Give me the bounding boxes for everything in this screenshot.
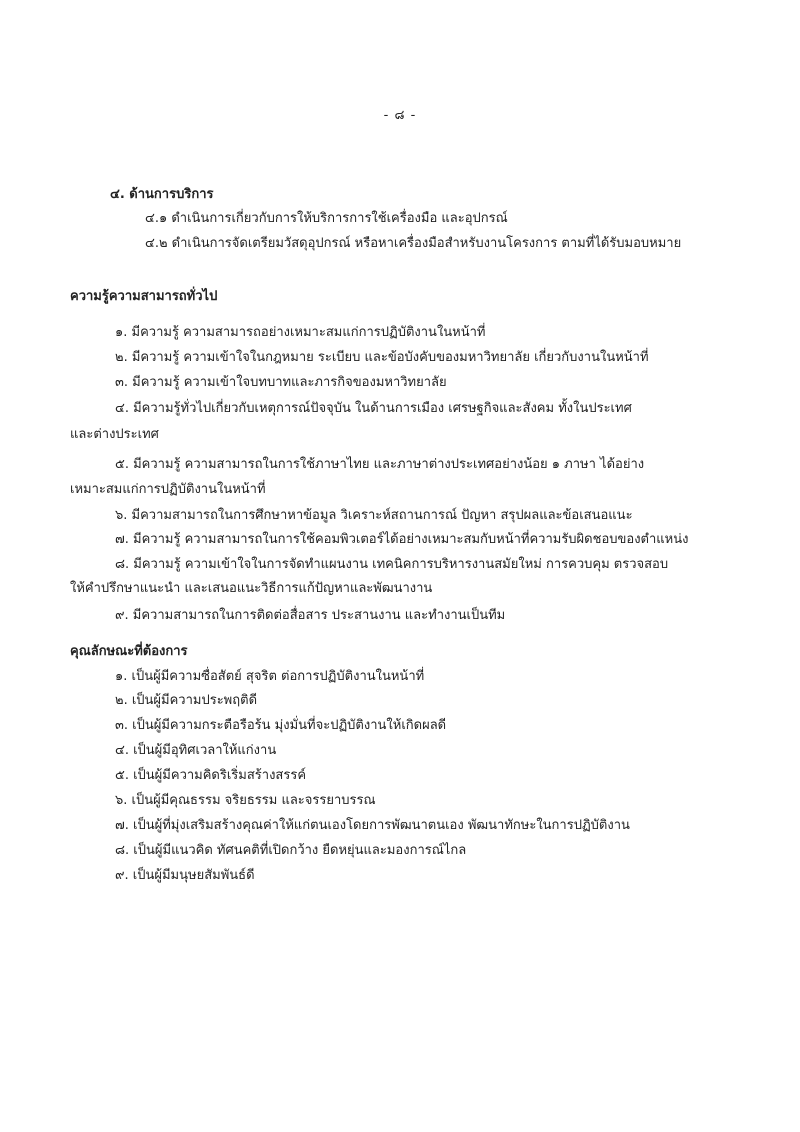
- attribute-item: ๓. เป็นผู้มีความกระตือรือร้น มุ่งมั่นที่จะปฏิบัติงานให้เกิดผลดี: [115, 718, 447, 733]
- knowledge-item: ๔. มีความรู้ทั่วไปเกี่ยวกับเหตุการณ์ปัจจุบัน ในด้านการเมือง เศรษฐกิจและสังคม ทั้งในประเทศ: [115, 401, 632, 416]
- section-4-item: ๔.๑ ดำเนินการเกี่ยวกับการให้บริการการใช้เครื่องมือ และอุปกรณ์: [145, 211, 508, 226]
- attribute-item: ๘. เป็นผู้มีแนวคิด ทัศนคติที่เปิดกว้าง ยืดหยุ่นและมองการณ์ไกล: [115, 843, 467, 858]
- attributes-heading: คุณลักษณะที่ต้องการ: [70, 644, 188, 659]
- knowledge-item: ๘. มีความรู้ ความเข้าใจในการจัดทำแผนงาน เทคนิคการบริหารงานสมัยใหม่ การควบคุม ตรวจสอบ: [115, 557, 669, 572]
- section-4-item: ๔.๒ ดำเนินการจัดเตรียมวัสดุอุปกรณ์ หรือหาเครื่องมือสำหรับงานโครงการ ตามที่ได้รับมอบหมาย: [145, 236, 682, 251]
- knowledge-item-continuation: และต่างประเทศ: [70, 427, 159, 442]
- knowledge-item: ๖. มีความสามารถในการศึกษาหาข้อมูล วิเคราะห์สถานการณ์ ปัญหา สรุปผลและข้อเสนอแนะ: [115, 508, 633, 523]
- knowledge-item-continuation: เหมาะสมแก่การปฏิบัติงานในหน้าที่: [70, 482, 266, 497]
- attribute-item: ๖. เป็นผู้มีคุณธรรม จริยธรรม และจรรยาบรรณ: [115, 793, 376, 808]
- knowledge-item: ๕. มีความรู้ ความสามารถในการใช้ภาษาไทย และภาษาต่างประเทศอย่างน้อย ๑ ภาษา ได้อย่าง: [115, 457, 645, 472]
- attribute-item: ๒. เป็นผู้มีความประพฤติดี: [115, 693, 258, 708]
- section-4-heading: ๔. ด้านการบริการ: [110, 187, 214, 202]
- attribute-item: ๗. เป็นผู้ที่มุ่งเสริมสร้างคุณค่าให้แก่ตนเองโดยการพัฒนาตนเอง พัฒนาทักษะในการปฏิบัติงาน: [115, 818, 630, 833]
- knowledge-heading: ความรู้ความสามารถทั่วไป: [70, 289, 218, 304]
- attribute-item: ๑. เป็นผู้มีความซื่อสัตย์ สุจริต ต่อการปฏิบัติงานในหน้าที่: [115, 669, 425, 684]
- knowledge-item: ๗. มีความรู้ ความสามารถในการใช้คอมพิวเตอร์ได้อย่างเหมาะสมกับหน้าที่ความรับผิดชอบของตำแหน่ง: [115, 532, 689, 547]
- attribute-item: ๕. เป็นผู้มีความคิดริเริ่มสร้างสรรค์: [115, 768, 307, 783]
- knowledge-item: ๒. มีความรู้ ความเข้าใจในกฎหมาย ระเบียบ และข้อบังคับของมหาวิทยาลัย เกี่ยวกับงานในหน้าที่: [115, 350, 649, 365]
- knowledge-item-continuation: ให้คำปรึกษาแนะนำ และเสนอแนะวิธีการแก้ปัญหาและพัฒนางาน: [70, 581, 433, 596]
- knowledge-item: ๑. มีความรู้ ความสามารถอย่างเหมาะสมแก่การปฏิบัติงานในหน้าที่: [115, 325, 486, 340]
- attribute-item: ๙. เป็นผู้มีมนุษยสัมพันธ์ดี: [115, 868, 255, 883]
- attribute-item: ๔. เป็นผู้มีอุทิศเวลาให้แก่งาน: [115, 743, 277, 758]
- knowledge-item: ๙. มีความสามารถในการติดต่อสื่อสาร ประสานงาน และทำงานเป็นทีม: [115, 608, 506, 623]
- page-number: - ๘ -: [383, 108, 417, 123]
- knowledge-item: ๓. มีความรู้ ความเข้าใจบทบาทและภารกิจของมหาวิทยาลัย: [115, 375, 447, 390]
